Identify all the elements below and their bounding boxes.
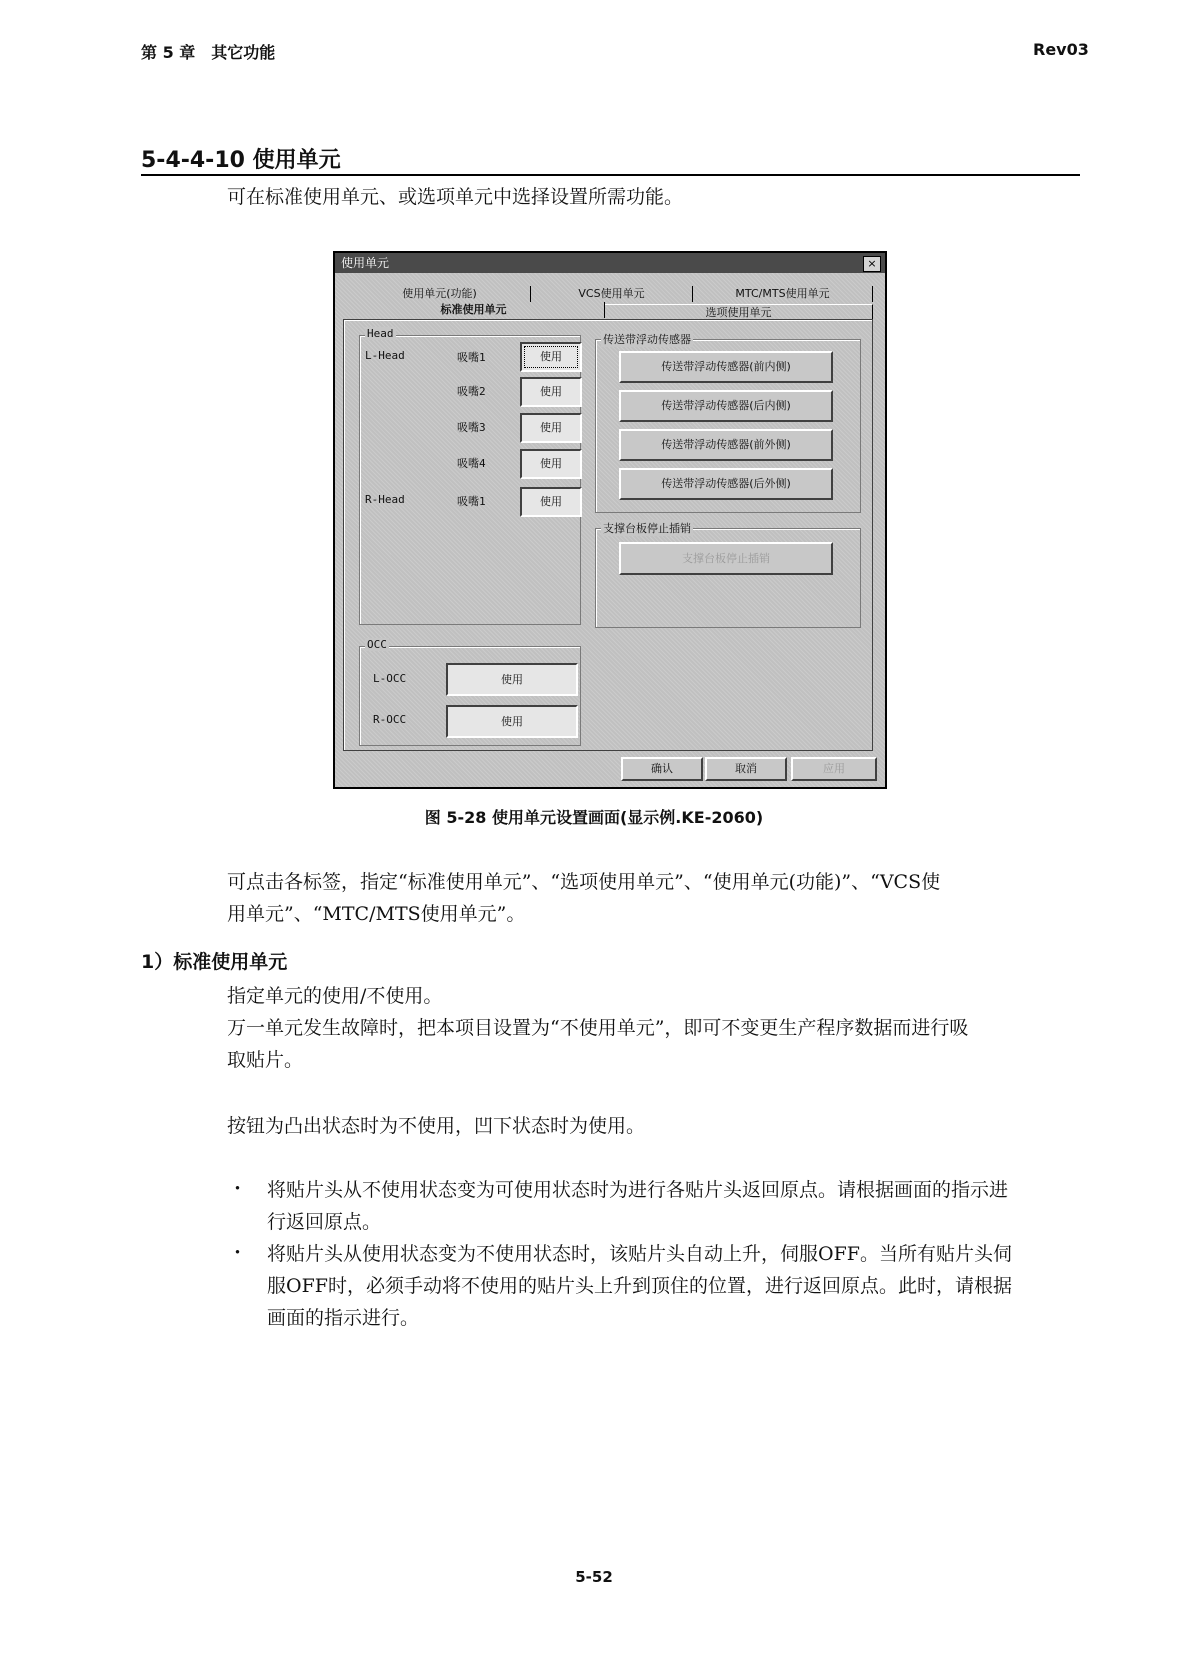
l-head-label: L-Head: [365, 349, 405, 362]
nozzle-label: 吸嘴3: [457, 421, 486, 434]
cancel-button[interactable]: 取消: [705, 757, 787, 781]
stop-pin-group-legend: 支撑台板停止插销: [603, 522, 691, 535]
l-occ-label: L-OCC: [373, 672, 407, 685]
sensor-front-outer-button[interactable]: 传送带浮动传感器(前外侧): [619, 429, 833, 461]
sensor-rear-outer-button[interactable]: 传送带浮动传感器(后外侧): [619, 468, 833, 500]
section-title: 5-4-4-10 使用单元: [141, 148, 341, 173]
r-occ-label: R-OCC: [373, 713, 407, 726]
ok-button[interactable]: 确认: [621, 757, 703, 781]
bullet-2-line-3: 画面的指示进行。: [267, 1307, 420, 1329]
nozzle-use-button[interactable]: 使用: [520, 342, 582, 372]
stop-pin-button[interactable]: 支撑台板停止插销: [619, 542, 833, 575]
page-number: 5-52: [575, 1568, 613, 1586]
nozzle-use-button[interactable]: 使用: [520, 413, 582, 443]
nozzle-label: 吸嘴2: [457, 385, 486, 398]
figure-caption: 图 5-28 使用单元设置画面(显示例.KE-2060): [424, 808, 764, 827]
subsection-note: 按钮为凸出状态时为不使用，凹下状态时为使用。: [227, 1115, 646, 1137]
tab-vcs-unit[interactable]: VCS使用单元: [531, 286, 693, 302]
l-occ-use-button[interactable]: 使用: [446, 663, 578, 696]
subsection-line-2: 万一单元发生故障时，把本项目设置为“不使用单元”，即可不变更生产程序数据而进行吸: [227, 1017, 969, 1039]
chapter-header: 第 5 章 其它功能: [141, 43, 276, 62]
bullet-marker: ・: [228, 1178, 248, 1200]
nozzle-label: 吸嘴1: [457, 495, 486, 508]
r-occ-use-button[interactable]: 使用: [446, 705, 578, 738]
bullet-2-line-2: 服OFF时，必须手动将不使用的贴片头上升到顶住的位置，进行返回原点。此时，请根据: [267, 1275, 1012, 1297]
section-rule: [141, 174, 1080, 176]
nozzle-use-button[interactable]: 使用: [520, 449, 582, 479]
tab-option-unit[interactable]: 选项使用单元: [605, 304, 873, 320]
bullet-2-line-1: 将贴片头从使用状态变为不使用状态时，该贴片头自动上升，伺服OFF。当所有贴片头伺: [267, 1243, 1012, 1265]
nozzle-use-button[interactable]: 使用: [520, 487, 582, 517]
sensor-rear-inner-button[interactable]: 传送带浮动传感器(后内侧): [619, 390, 833, 422]
tab-mtc-mts-unit[interactable]: MTC/MTS使用单元: [693, 286, 873, 302]
tab-unit-function[interactable]: 使用单元(功能): [349, 286, 531, 302]
use-unit-dialog: [333, 251, 887, 789]
subsection-line-3: 取贴片。: [227, 1049, 304, 1071]
r-head-label: R-Head: [365, 493, 405, 506]
tabs-paragraph-line-2: 用单元”、“MTC/MTS使用单元”。: [227, 903, 526, 925]
nozzle-use-button[interactable]: 使用: [520, 377, 582, 407]
nozzle-label: 吸嘴1: [457, 351, 486, 364]
dialog-title: 使用单元: [335, 253, 885, 273]
subsection-title: 1）标准使用单元: [141, 951, 288, 973]
close-icon[interactable]: ×: [863, 256, 881, 272]
sensor-group-legend: 传送带浮动传感器: [603, 333, 691, 346]
tabs-paragraph-line-1: 可点击各标签，指定“标准使用单元”、“选项使用单元”、“使用单元(功能)”、“VCS使: [227, 871, 941, 893]
bullet-marker: ・: [228, 1242, 248, 1264]
sensor-front-inner-button[interactable]: 传送带浮动传感器(前内侧): [619, 351, 833, 383]
bullet-1-line-1: 将贴片头从不使用状态变为可使用状态时为进行各贴片头返回原点。请根据画面的指示进: [267, 1179, 1009, 1201]
bullet-1-line-2: 行返回原点。: [267, 1211, 382, 1233]
apply-button[interactable]: 应用: [791, 757, 877, 781]
nozzle-label: 吸嘴4: [457, 457, 486, 470]
subsection-line-1: 指定单元的使用/不使用。: [227, 985, 443, 1007]
tab-standard-unit[interactable]: 标准使用单元: [343, 302, 605, 318]
head-group-legend: Head: [367, 327, 394, 340]
occ-group-legend: OCC: [367, 638, 387, 651]
section-intro: 可在标准使用单元、或选项单元中选择设置所需功能。: [227, 186, 684, 208]
revision-label: Rev03: [1033, 40, 1089, 59]
